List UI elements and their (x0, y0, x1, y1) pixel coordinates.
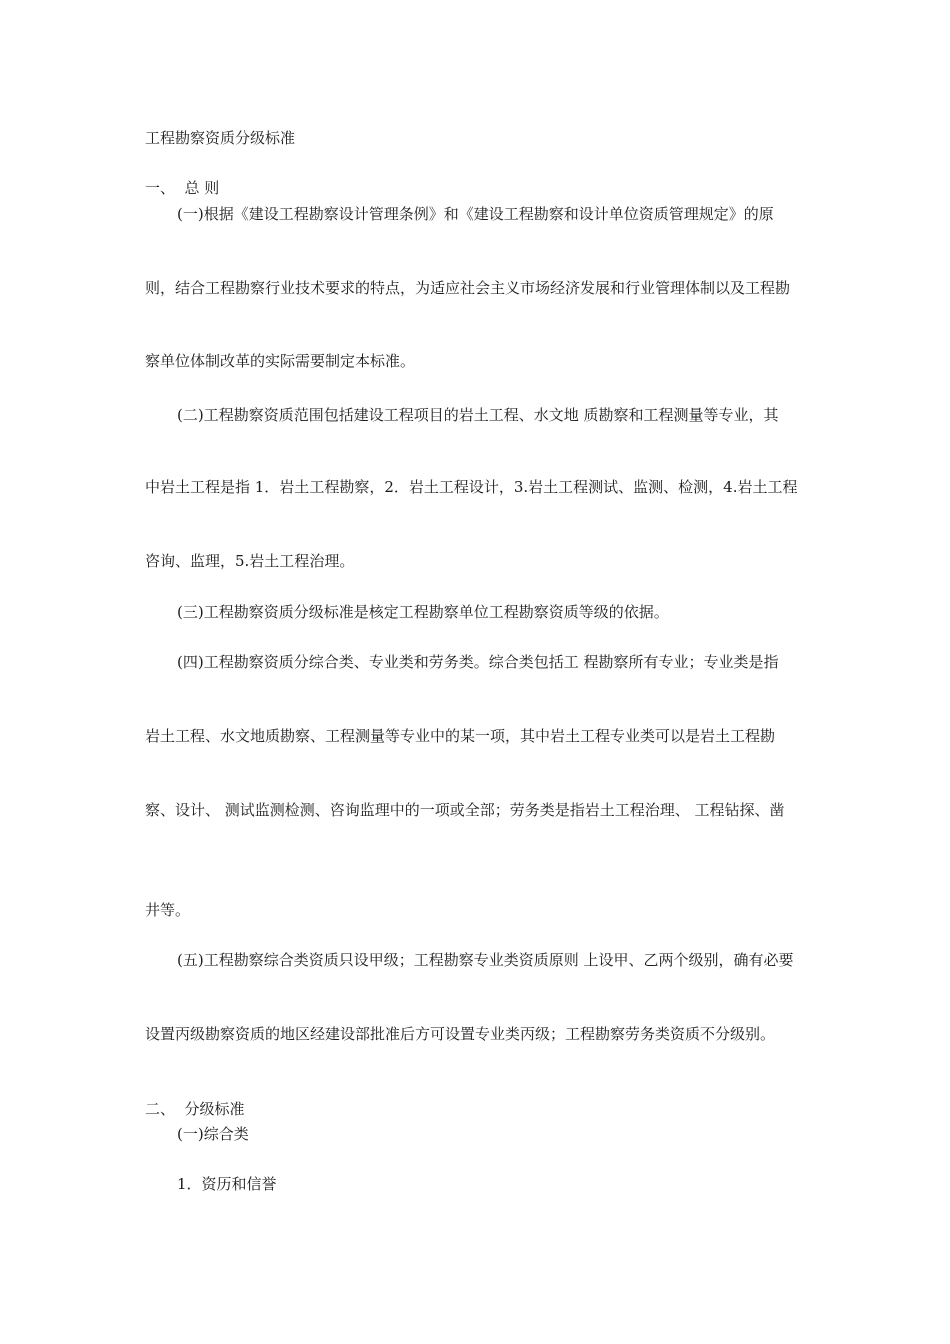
paragraph-1-text-b: 则，结合工程勘察行业技术要求的特点，为适应社会主义市场经济发展和行业管理体制以及工程勘 (145, 279, 791, 297)
paragraph-4-line-1 (177, 650, 810, 674)
paragraph-5-line-2 (145, 1022, 810, 1046)
paragraph-1-line-3: 察单位体制改革的实际需要制定本标准。 (145, 352, 416, 370)
paragraph-4-line-3 (145, 798, 810, 822)
section-heading-general: 一、 总 则 (145, 179, 220, 197)
item-qualification-reputation: 1．资历和信誉 (177, 1175, 277, 1193)
subsection-comprehensive: (一)综合类 (177, 1125, 249, 1143)
paragraph-2-line-1 (177, 403, 810, 427)
paragraph-4-line-4: 井等。 (145, 901, 191, 919)
paragraph-4-text-c: 察、设计、 测试监测检测、咨询监理中的一项或全部；劳务类是指岩土工程治理、 工程钻探、凿 (145, 801, 785, 819)
paragraph-5-line-1 (177, 948, 810, 972)
section-heading-standards: 二、 分级标准 (145, 1100, 245, 1118)
paragraph-1-line-2 (145, 276, 810, 300)
paragraph-2-line-2 (145, 475, 810, 499)
paragraph-1-line-1 (177, 202, 810, 226)
paragraph-5-text-b: 设置丙级勘察资质的地区经建设部批准后方可设置专业类丙级；工程勘察劳务类资质不分级别。 (145, 1025, 776, 1043)
paragraph-4-line-2 (145, 724, 810, 748)
paragraph-2-text-b: 中岩土工程是指 1．岩土工程勘察，2．岩土工程设计，3.岩土工程测试、监测、检测，4.岩土工程 (145, 478, 798, 496)
paragraph-2-line-3: 咨询、监理，5.岩土工程治理。 (145, 552, 355, 570)
paragraph-2-text-a: (二)工程勘察资质范围包括建设工程项目的岩土工程、水文地 质勘察和工程测量等专业，其 (177, 406, 779, 424)
paragraph-5-text-a: (五)工程勘察综合类资质只设甲级；工程勘察专业类资质原则 上设甲、乙两个级别，确有必要 (177, 951, 794, 969)
paragraph-3: (三)工程勘察资质分级标准是核定工程勘察单位工程勘察资质等级的依据。 (177, 603, 669, 621)
paragraph-1-text-a: (一)根据《建设工程勘察设计管理条例》和《建设工程勘察和设计单位资质管理规定》的原 (177, 205, 774, 223)
paragraph-4-text-a: (四)工程勘察资质分综合类、专业类和劳务类。综合类包括工 程勘察所有专业；专业类是指 (177, 653, 779, 671)
document-title: 工程勘察资质分级标准 (145, 129, 296, 147)
paragraph-4-text-b: 岩土工程、水文地质勘察、工程测量等专业中的某一项，其中岩土工程专业类可以是岩土工程勘 (145, 727, 776, 745)
